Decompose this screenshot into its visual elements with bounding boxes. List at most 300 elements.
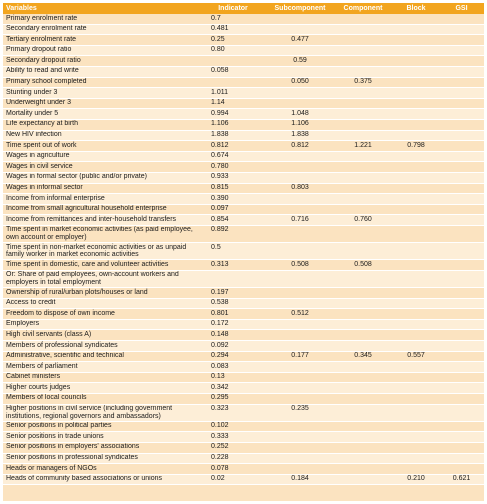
table-row [3,151,484,162]
cell-component [333,372,393,383]
table-row [3,45,484,56]
table-row [3,172,484,183]
cell-gsi [439,88,484,99]
cell-gsi [439,119,484,130]
table-row [3,319,484,330]
cell-variable: Time spent in market economic activities (as paid employee, own account or employer) [3,225,199,242]
cell-subcomponent [267,66,333,77]
header-variables: Variables [3,3,199,14]
cell-gsi [439,35,484,46]
cell-indicator: 1.011 [199,88,267,99]
cell-variable: Access to credit [3,298,199,309]
cell-variable: Heads or managers of NGOs [3,464,199,475]
cell-gsi [439,288,484,299]
table-row [3,14,484,24]
cell-subcomponent [267,243,333,260]
cell-subcomponent [267,330,333,341]
cell-block [393,66,439,77]
cell-component: 0.345 [333,351,393,362]
cell-indicator [199,270,267,287]
cell-subcomponent [267,442,333,453]
table-row [3,309,484,320]
cell-block [393,151,439,162]
cell-variable: Members of professional syndicates [3,341,199,352]
cell-block [393,24,439,35]
cell-component [333,194,393,205]
cell-variable: Income from remittances and inter-household transfers [3,215,199,226]
cell-indicator: 0.7 [199,14,267,24]
cell-subcomponent [267,194,333,205]
cell-component [333,270,393,287]
cell-subcomponent: 0.184 [267,474,333,485]
cell-variable: Cabinet ministers [3,372,199,383]
table-row [3,56,484,67]
cell-component [333,442,393,453]
cell-indicator: 0.097 [199,204,267,215]
cell-indicator: 0.854 [199,215,267,226]
cell-gsi [439,260,484,271]
cell-block [393,194,439,205]
cell-component [333,464,393,475]
cell-indicator: 0.295 [199,393,267,404]
cell-indicator: 0.342 [199,383,267,394]
cell-component: 0.760 [333,215,393,226]
cell-variable: Secondary dropout ratio [3,56,199,67]
cell-indicator: 0.481 [199,24,267,35]
cell-component [333,393,393,404]
cell-subcomponent [267,362,333,373]
cell-variable: Time spent in non-market economic activities or as unpaid family worker in market economic activities [3,243,199,260]
cell-component [333,362,393,373]
cell-variable: Members of local councils [3,393,199,404]
cell-indicator: 0.25 [199,35,267,46]
cell-gsi [439,56,484,67]
cell-indicator: 0.197 [199,288,267,299]
cell-gsi [439,453,484,464]
cell-gsi [439,341,484,352]
cell-gsi [439,194,484,205]
cell-indicator: 0.228 [199,453,267,464]
cell-subcomponent [267,298,333,309]
cell-block [393,130,439,141]
cell-indicator: 0.078 [199,464,267,475]
cell-indicator: 0.148 [199,330,267,341]
cell-component [333,453,393,464]
cell-component [333,14,393,24]
cell-variable: Wages in agriculture [3,151,199,162]
cell-variable: Primary enrolment rate [3,14,199,24]
table-row [3,162,484,173]
cell-block [393,341,439,352]
cell-block [393,119,439,130]
cell-gsi [439,351,484,362]
table-row [3,35,484,46]
table-row [3,77,484,88]
cell-indicator: 0.538 [199,298,267,309]
table-row [3,362,484,373]
cell-block [393,109,439,120]
header-block: Block [393,3,439,14]
cell-subcomponent [267,98,333,109]
table-row [3,98,484,109]
cell-subcomponent: 0.050 [267,77,333,88]
cell-indicator: 0.172 [199,319,267,330]
cell-subcomponent: 0.235 [267,404,333,421]
cell-subcomponent [267,151,333,162]
cell-subcomponent [267,24,333,35]
cell-gsi [439,183,484,194]
cell-component [333,341,393,352]
cell-subcomponent: 0.59 [267,56,333,67]
cell-gsi [439,66,484,77]
cell-indicator: 0.02 [199,474,267,485]
cell-gsi [439,270,484,287]
cell-variable: Primary dropout ratio [3,45,199,56]
cell-component [333,309,393,320]
header-indicator: Indicator [199,3,267,14]
cell-gsi [439,151,484,162]
cell-block [393,421,439,432]
cell-block [393,225,439,242]
cell-variable: Or: Share of paid employees, own-account workers and employers in total employment [3,270,199,287]
cell-component [333,404,393,421]
cell-gsi [439,243,484,260]
cell-gsi [439,383,484,394]
cell-variable: Heads of community based associations or unions [3,474,199,485]
cell-indicator: 0.780 [199,162,267,173]
table-row [3,141,484,152]
cell-variable: Tertiary enrolment rate [3,35,199,46]
cell-variable: Ownership of rural/urban plots/houses or land [3,288,199,299]
cell-subcomponent [267,372,333,383]
cell-block [393,383,439,394]
cell-indicator: 0.333 [199,432,267,443]
cell-variable: Income from informal enterprise [3,194,199,205]
cell-block [393,183,439,194]
cell-component [333,35,393,46]
cell-variable: Mortality under 5 [3,109,199,120]
cell-gsi [439,309,484,320]
cell-block [393,243,439,260]
cell-subcomponent [267,270,333,287]
cell-variable: New HIV infection [3,130,199,141]
cell-variable: Primary school completed [3,77,199,88]
table-header [3,3,484,14]
cell-gsi [439,298,484,309]
cell-subcomponent [267,288,333,299]
cell-block [393,77,439,88]
cell-variable: Senior positions in trade unions [3,432,199,443]
header-row [3,3,484,14]
cell-subcomponent [267,172,333,183]
cell-block [393,172,439,183]
cell-block [393,35,439,46]
cell-block [393,464,439,475]
cell-component [333,56,393,67]
cell-component [333,330,393,341]
cell-gsi [439,330,484,341]
cell-block: 0.798 [393,141,439,152]
cell-subcomponent: 1.838 [267,130,333,141]
cell-component [333,45,393,56]
cell-indicator: 0.674 [199,151,267,162]
cell-indicator: 0.323 [199,404,267,421]
cell-block [393,393,439,404]
cell-block [393,45,439,56]
cell-gsi [439,98,484,109]
cell-variable: Time spent out of work [3,141,199,152]
cell-component [333,119,393,130]
table-row [3,88,484,99]
cell-gsi [439,372,484,383]
cell-component [333,319,393,330]
cell-gsi [439,319,484,330]
cell-gsi [439,109,484,120]
cell-component [333,172,393,183]
cell-variable: Secondary enrolment rate [3,24,199,35]
table-row [3,442,484,453]
cell-component [333,474,393,485]
cell-block [393,442,439,453]
table-row [3,119,484,130]
cell-component [333,432,393,443]
table-row [3,351,484,362]
table-row [3,464,484,475]
cell-variable: Wages in civil service [3,162,199,173]
cell-gsi [439,442,484,453]
cell-component [333,130,393,141]
cell-component: 0.508 [333,260,393,271]
table-row [3,474,484,485]
cell-block [393,319,439,330]
cell-indicator: 0.815 [199,183,267,194]
cell-variable: Senior positions in political parties [3,421,199,432]
cell-indicator: 0.5 [199,243,267,260]
cell-block [393,453,439,464]
cell-block [393,330,439,341]
header-gsi: GSI [439,3,484,14]
table-row [3,341,484,352]
table-row [3,330,484,341]
cell-gsi [439,404,484,421]
cell-subcomponent: 0.803 [267,183,333,194]
cell-gsi [439,204,484,215]
table-row [3,66,484,77]
cell-variable: Higher positions in civil service (including government institutions, regional governors and ambassadors) [3,404,199,421]
cell-variable: Senior positions in employers' associations [3,442,199,453]
cell-subcomponent: 0.477 [267,35,333,46]
cell-block [393,88,439,99]
cell-block [393,204,439,215]
cell-variable: Higher courts judges [3,383,199,394]
table-row [3,453,484,464]
table-row [3,260,484,271]
cell-indicator: 0.801 [199,309,267,320]
cell-block [393,362,439,373]
cell-indicator: 1.14 [199,98,267,109]
cell-block [393,162,439,173]
cell-indicator: 0.092 [199,341,267,352]
cell-subcomponent [267,464,333,475]
cell-variable: Members of parliament [3,362,199,373]
cell-subcomponent [267,162,333,173]
cell-gsi [439,172,484,183]
cell-subcomponent [267,204,333,215]
cell-subcomponent: 0.177 [267,351,333,362]
cell-component [333,383,393,394]
cell-component: 1.221 [333,141,393,152]
cell-block [393,404,439,421]
cell-indicator: 0.80 [199,45,267,56]
table-row [3,404,484,421]
gsi-table [3,3,484,485]
cell-gsi [439,130,484,141]
cell-variable: Income from small agricultural household enterprise [3,204,199,215]
table-row [3,432,484,443]
cell-gsi [439,45,484,56]
cell-subcomponent [267,432,333,443]
cell-variable: High civil servants (class A) [3,330,199,341]
table-row [3,270,484,287]
cell-component [333,225,393,242]
cell-component [333,162,393,173]
cell-component: 0.375 [333,77,393,88]
header-subcomponent: Subcomponent [267,3,333,14]
cell-gsi [439,14,484,24]
cell-subcomponent [267,225,333,242]
cell-gsi: 0.621 [439,474,484,485]
cell-indicator: 0.812 [199,141,267,152]
cell-indicator: 0.313 [199,260,267,271]
cell-indicator [199,56,267,67]
cell-subcomponent: 0.812 [267,141,333,152]
table-row [3,421,484,432]
header-component: Component [333,3,393,14]
cell-component [333,151,393,162]
table-row [3,298,484,309]
cell-variable: Senior positions in professional syndicates [3,453,199,464]
cell-variable: Wages in formal sector (public and/or private) [3,172,199,183]
cell-gsi [439,215,484,226]
cell-block [393,309,439,320]
cell-variable: Employers [3,319,199,330]
cell-block [393,14,439,24]
cell-subcomponent [267,88,333,99]
cell-variable: Underweight under 3 [3,98,199,109]
cell-gsi [439,362,484,373]
cell-component [333,183,393,194]
cell-block [393,298,439,309]
cell-subcomponent [267,319,333,330]
table-row [3,204,484,215]
cell-variable: Life expectancy at birth [3,119,199,130]
table-body [3,14,484,485]
cell-block [393,260,439,271]
cell-indicator: 0.13 [199,372,267,383]
cell-gsi [439,162,484,173]
table-row [3,393,484,404]
table-row [3,225,484,242]
cell-component [333,88,393,99]
cell-gsi [439,225,484,242]
cell-indicator: 0.294 [199,351,267,362]
cell-gsi [439,24,484,35]
cell-variable: Freedom to dispose of own income [3,309,199,320]
cell-indicator: 0.390 [199,194,267,205]
cell-block: 0.557 [393,351,439,362]
cell-indicator: 0.102 [199,421,267,432]
cell-subcomponent [267,453,333,464]
cell-component [333,109,393,120]
cell-block [393,432,439,443]
cell-indicator: 1.106 [199,119,267,130]
cell-subcomponent [267,341,333,352]
cell-component [333,243,393,260]
table-row [3,215,484,226]
cell-variable: Wages in informal sector [3,183,199,194]
cell-block [393,56,439,67]
cell-component [333,298,393,309]
cell-indicator [199,77,267,88]
cell-subcomponent: 0.508 [267,260,333,271]
cell-component [333,24,393,35]
cell-subcomponent: 1.106 [267,119,333,130]
cell-indicator: 0.994 [199,109,267,120]
cell-variable: Administrative, scientific and technical [3,351,199,362]
cell-subcomponent [267,393,333,404]
table-row [3,24,484,35]
cell-indicator: 0.058 [199,66,267,77]
table-row [3,183,484,194]
cell-block [393,372,439,383]
cell-subcomponent [267,421,333,432]
table-row [3,243,484,260]
cell-gsi [439,464,484,475]
cell-block: 0.210 [393,474,439,485]
cell-indicator: 0.083 [199,362,267,373]
cell-variable: Ability to read and write [3,66,199,77]
table-row [3,288,484,299]
cell-gsi [439,77,484,88]
cell-component [333,288,393,299]
cell-indicator: 0.933 [199,172,267,183]
cell-indicator: 0.892 [199,225,267,242]
cell-indicator: 1.838 [199,130,267,141]
table-row [3,383,484,394]
cell-indicator: 0.252 [199,442,267,453]
cell-variable: Time spent in domestic, care and volunteer activities [3,260,199,271]
cell-subcomponent [267,45,333,56]
cell-block [393,215,439,226]
cell-gsi [439,141,484,152]
cell-gsi [439,393,484,404]
cell-subcomponent [267,383,333,394]
table-row [3,130,484,141]
cell-subcomponent: 0.716 [267,215,333,226]
table-row [3,372,484,383]
cell-component [333,98,393,109]
table-row [3,109,484,120]
cell-subcomponent: 1.048 [267,109,333,120]
cell-subcomponent [267,14,333,24]
cell-variable: Stunting under 3 [3,88,199,99]
cell-component [333,204,393,215]
cell-block [393,98,439,109]
gsi-table-panel [3,3,484,501]
cell-gsi [439,421,484,432]
cell-subcomponent: 0.512 [267,309,333,320]
cell-gsi [439,432,484,443]
